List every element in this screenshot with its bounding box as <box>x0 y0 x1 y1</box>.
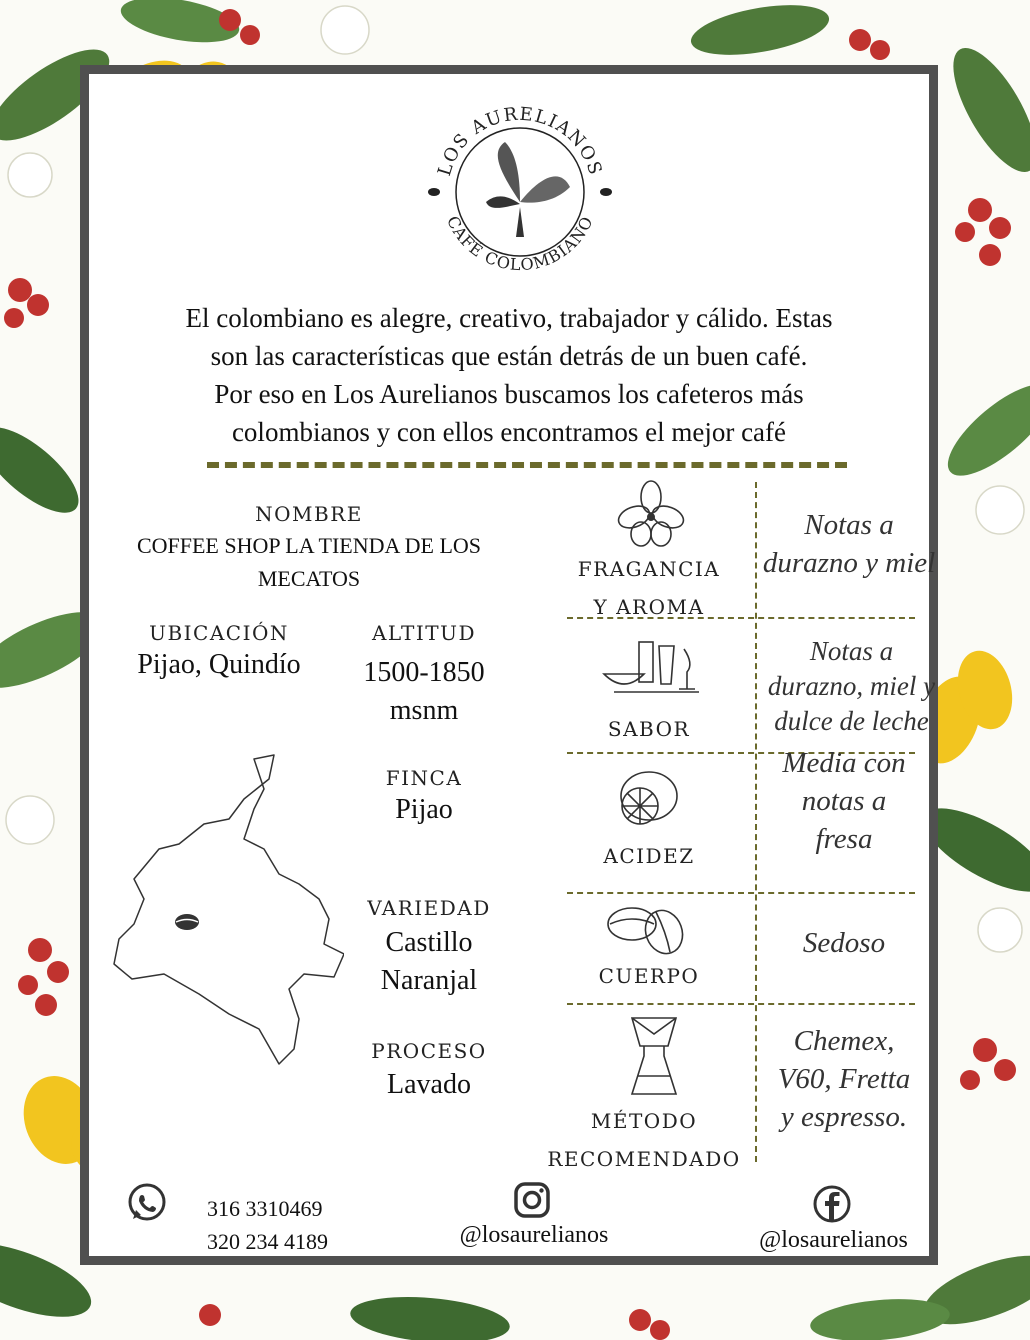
logo-name-bottom: CAFÉ COLOMBIANO <box>443 212 597 275</box>
dashed-divider <box>207 462 847 468</box>
nombre-line: MECATOS <box>257 566 361 591</box>
intro-line: son las características que están detrás de un buen café. <box>210 341 808 371</box>
metodo-notes <box>759 1022 929 1136</box>
note-line: Chemex, <box>793 1025 895 1057</box>
info-card <box>80 65 938 1265</box>
intro-line: El colombiano es alegre, creativo, trabajador y cálido. Estas <box>185 303 833 333</box>
facebook-handle[interactable]: @losaurelianos <box>759 1227 908 1253</box>
phone-numbers <box>207 1192 367 1258</box>
phone-number-2[interactable]: 320 234 4189 <box>207 1229 328 1254</box>
sabor-label: SABOR <box>607 717 691 741</box>
sabor-notes <box>759 634 944 739</box>
instagram-icon[interactable] <box>512 1180 552 1220</box>
note-line: notas a <box>801 785 887 817</box>
intro-line: colombianos y con ellos encontramos el mejor café <box>231 417 787 447</box>
altitud-label: ALTITUD <box>371 621 477 645</box>
instagram-handle[interactable]: @losaurelianos <box>459 1222 609 1248</box>
ubicacion-value: Pijao, Quindío <box>137 649 301 680</box>
coffee-bean-icon <box>175 914 199 930</box>
nombre-label: NOMBRE <box>255 502 363 526</box>
ubicacion-label: UBICACIÓN <box>149 621 289 645</box>
brand-logo <box>420 92 620 292</box>
cuerpo-label: CUERPO <box>598 964 700 988</box>
note-line: Notas a <box>804 509 894 541</box>
acidez-label: ACIDEZ <box>603 844 695 868</box>
facebook-icon[interactable] <box>812 1184 852 1224</box>
fragancia-label <box>559 550 739 626</box>
row-divider <box>567 1003 915 1005</box>
altitud-line: 1500-1850 <box>363 657 485 688</box>
finca-value: Pijao <box>395 794 453 825</box>
note-line: y espresso. <box>780 1101 908 1133</box>
variedad-line: Naranjal <box>380 965 478 996</box>
butterfly-tree-icon <box>486 142 570 237</box>
metodo-label <box>539 1102 749 1178</box>
note-line: Sedoso <box>802 927 886 959</box>
note-line: Notas a <box>809 636 894 666</box>
row-divider <box>567 617 915 619</box>
nombre-value <box>109 529 509 595</box>
coffee-beans-icon <box>604 902 694 957</box>
lemon-icon <box>614 766 684 836</box>
variedad-label: VARIEDAD <box>367 896 491 920</box>
altitud-line: msnm <box>389 695 459 726</box>
phone-number-1[interactable]: 316 3310469 <box>207 1196 323 1221</box>
note-line: durazno y miel <box>762 547 936 579</box>
note-line: V60, Fretta <box>777 1063 911 1095</box>
cuerpo-notes <box>754 924 934 962</box>
whatsapp-icon[interactable] <box>125 1181 169 1225</box>
metodo-line: MÉTODO <box>590 1109 698 1133</box>
nombre-line: COFFEE SHOP LA TIENDA DE LOS <box>136 533 482 558</box>
finca-label: FINCA <box>385 766 463 790</box>
tasting-tools-icon <box>599 634 709 699</box>
note-line: dulce de leche <box>774 706 929 736</box>
intro-line: Por eso en Los Aurelianos buscamos los cafeteros más <box>214 379 804 409</box>
proceso-label: PROCESO <box>371 1039 487 1063</box>
svg-text:LOS AURELIANOS <box>434 104 606 179</box>
altitud-value <box>324 654 524 730</box>
acidez-notes <box>754 744 934 858</box>
note-line: fresa <box>815 823 873 855</box>
colombia-map <box>104 749 344 1074</box>
flower-icon <box>614 479 689 549</box>
note-line: durazno, miel y <box>767 671 936 701</box>
metodo-line: RECOMENDADO <box>547 1147 741 1171</box>
fragancia-notes <box>759 506 939 582</box>
proceso-value: Lavado <box>387 1069 471 1100</box>
fragancia-line: FRAGANCIA <box>577 557 721 581</box>
logo-name-top: LOS AURELIANOS <box>433 103 607 179</box>
row-divider <box>567 892 915 894</box>
variedad-line: Castillo <box>385 927 473 958</box>
note-line: Media con <box>782 747 906 779</box>
intro-paragraph <box>109 299 909 451</box>
fragancia-line: Y AROMA <box>593 595 705 619</box>
chemex-icon <box>624 1014 684 1102</box>
variedad-value <box>339 924 519 1000</box>
